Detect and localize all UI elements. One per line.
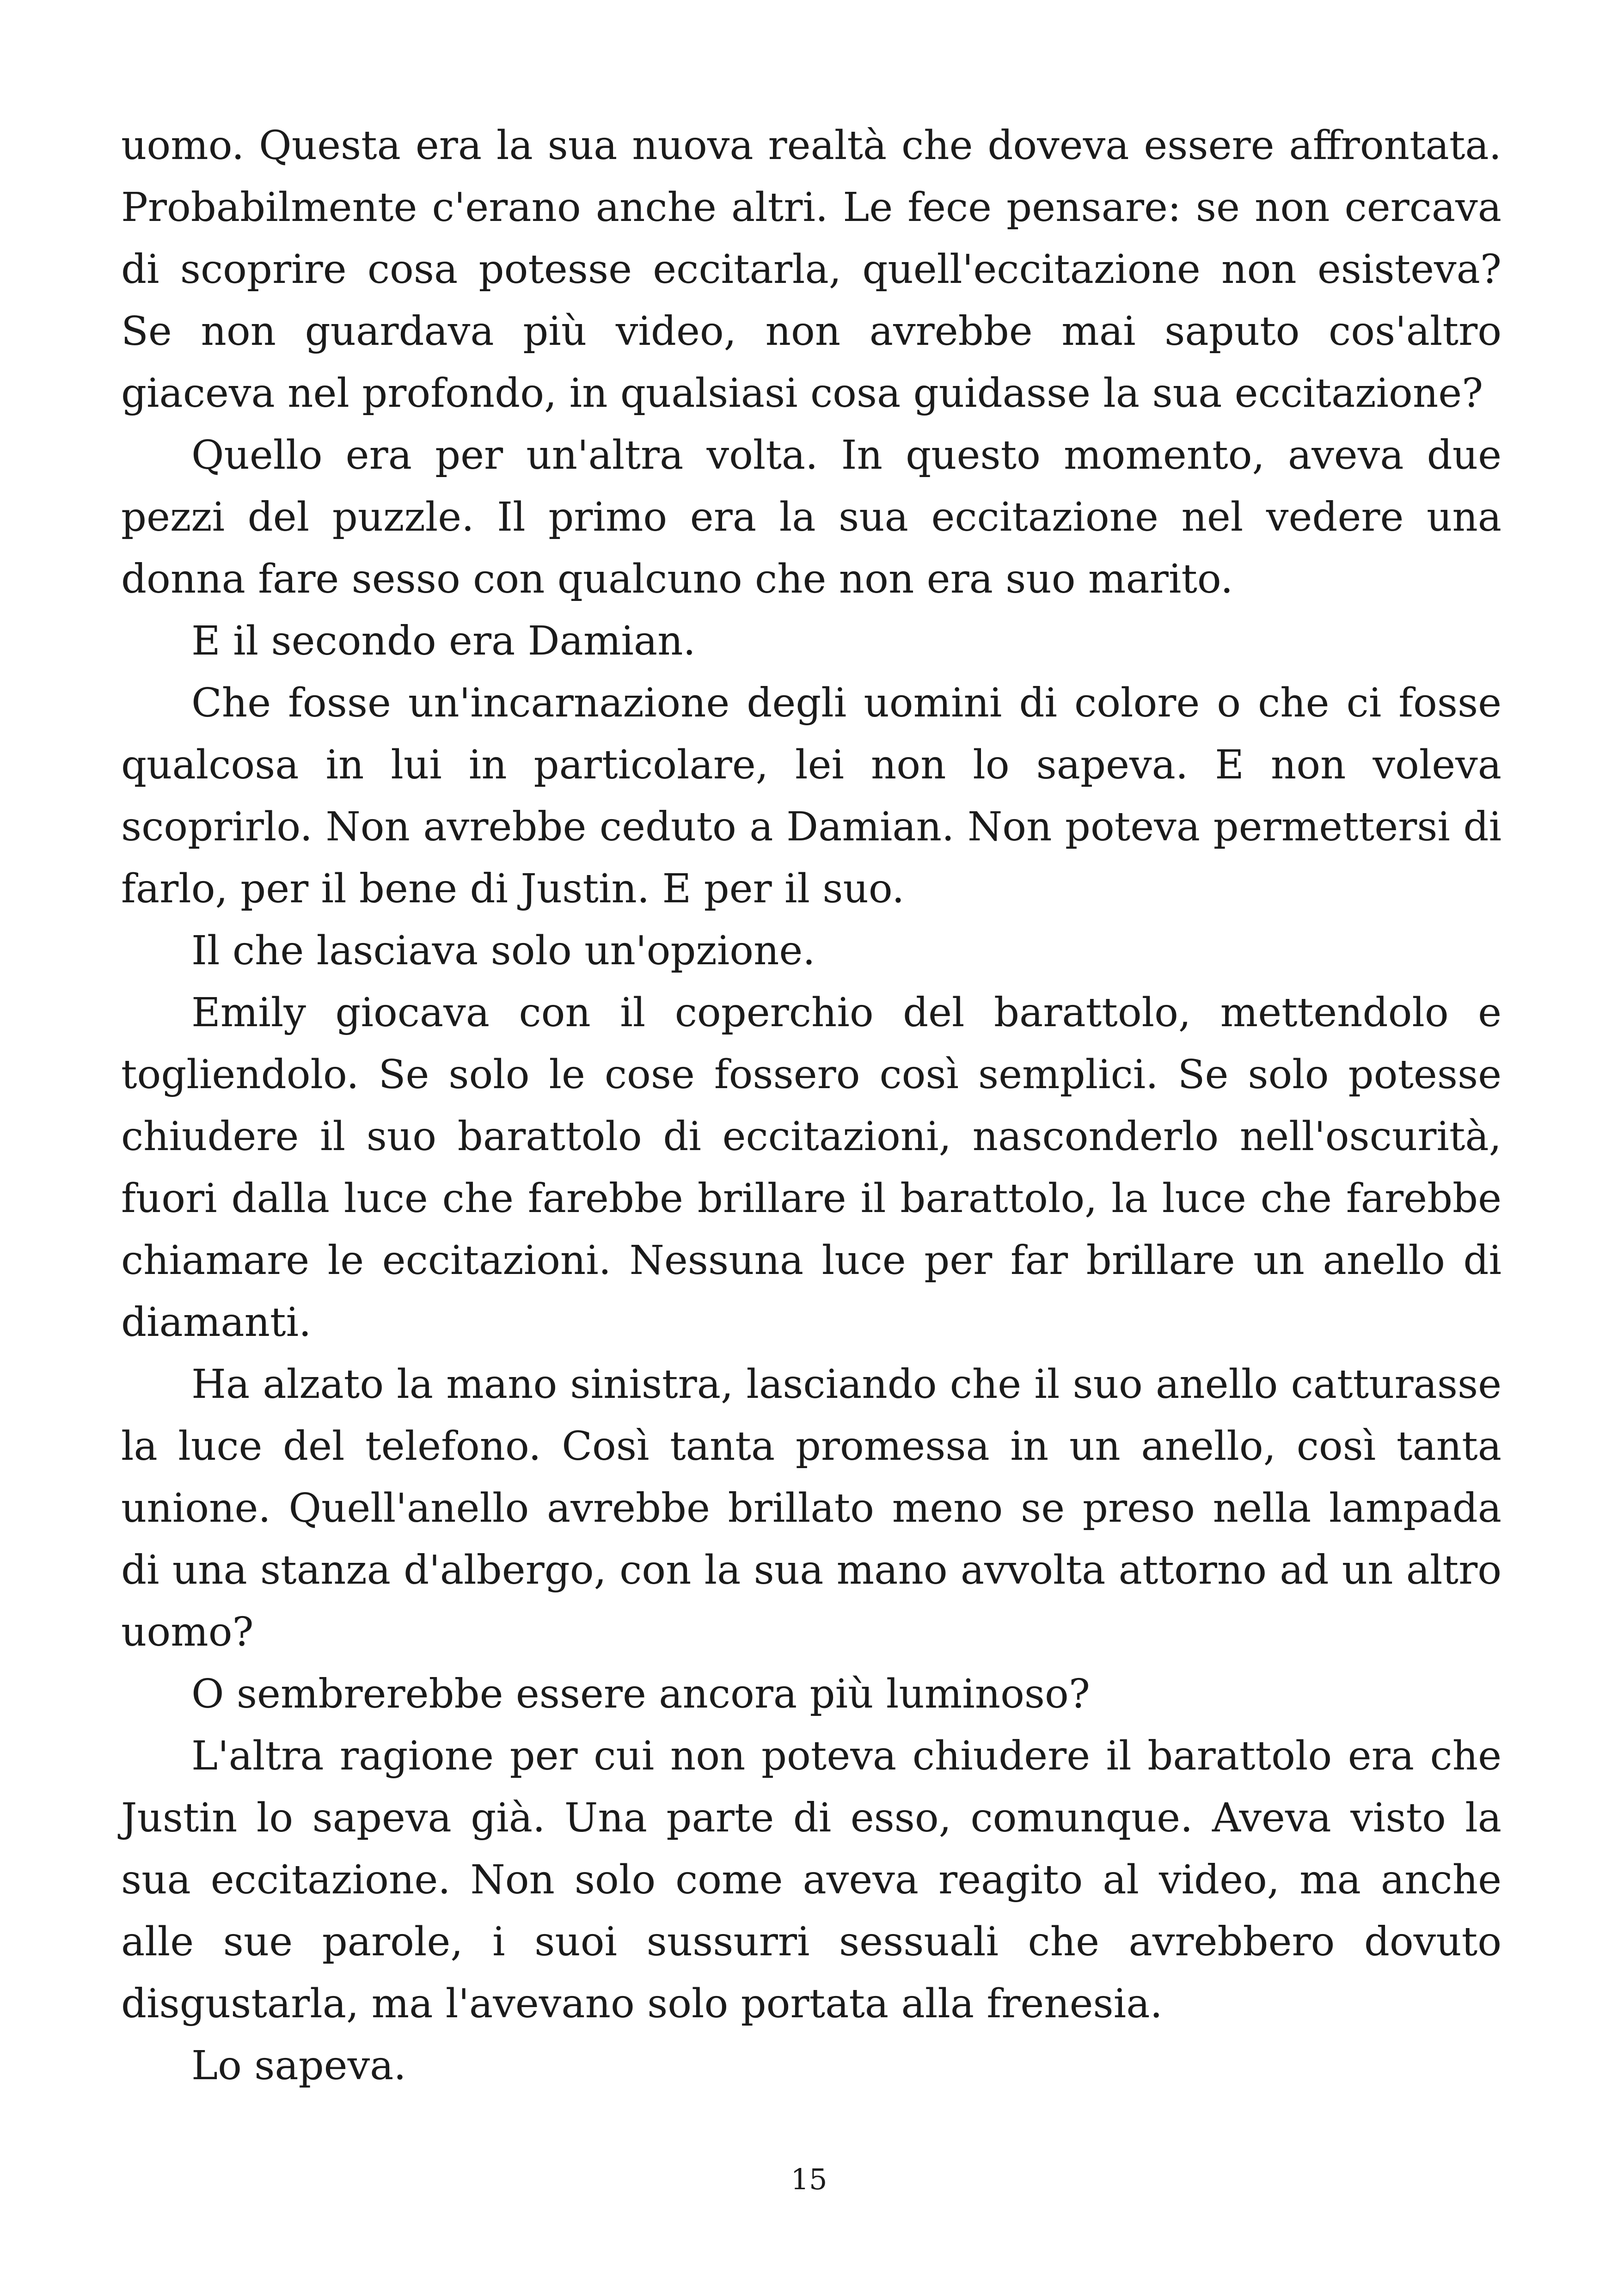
- paragraph: L'altra ragione per cui non poteva chiudere il barattolo era che Justin lo sapeva già. Una parte di esso, comunque. Aveva visto la sua eccitazione. Non solo come aveva reagito al video, ma anche alle sue parole, i suoi sussurri sessuali che avrebbero dovuto disgustarla, ma l'avevano solo portata alla frenesia.: [121, 1733, 1502, 2027]
- paragraph: Che fosse un'incarnazione degli uomini di colore o che ci fosse qualcosa in lui in particolare, lei non lo sapeva. E non voleva scoprirlo. Non avrebbe ceduto a Damian. Non poteva permettersi di farlo, per il bene di Justin. E per il suo.: [121, 680, 1502, 912]
- page-number: 15: [791, 2162, 827, 2196]
- paragraph: Ha alzato la mano sinistra, lasciando che il suo anello catturasse la luce del telefono. Così tanta promessa in un anello, così tanta unione. Quell'anello avrebbe brillato meno se preso nella lampada di una stanza d'albergo, con la sua mano avvolta attorno ad un altro uomo?: [121, 1361, 1502, 1655]
- paragraph: uomo. Questa era la sua nuova realtà che doveva essere affrontata. Probabilmente c'erano anche altri. Le fece pensare: se non cercava di scoprire cosa potesse eccitarla, quell'eccitazione non esisteva? Se non guardava più video, non avrebbe mai saputo cos'altro giaceva nel profondo, in qualsiasi cosa guidasse la sua eccitazione?: [121, 122, 1502, 416]
- paragraph: Lo sapeva.: [191, 2043, 406, 2089]
- paragraph: Emily giocava con il coperchio del barattolo, mettendolo e togliendolo. Se solo le cose fossero così semplici. Se solo potesse chiudere il suo barattolo di eccitazioni, nasconderlo nell'oscurità, fuori dalla luce che farebbe brillare il barattolo, la luce che farebbe chiamare le eccitazioni. Nessuna luce per far brillare un anello di diamanti.: [121, 990, 1502, 1346]
- body-text: [121, 115, 1502, 2097]
- paragraph: Quello era per un'altra volta. In questo momento, aveva due pezzi del puzzle. Il primo era la sua eccitazione nel vedere una donna fare sesso con qualcuno che non era suo marito.: [121, 432, 1502, 602]
- paragraph: O sembrerebbe essere ancora più luminoso?: [191, 1671, 1090, 1717]
- paragraph: E il secondo era Damian.: [191, 618, 696, 664]
- paragraph: Il che lasciava solo un'opzione.: [191, 928, 815, 974]
